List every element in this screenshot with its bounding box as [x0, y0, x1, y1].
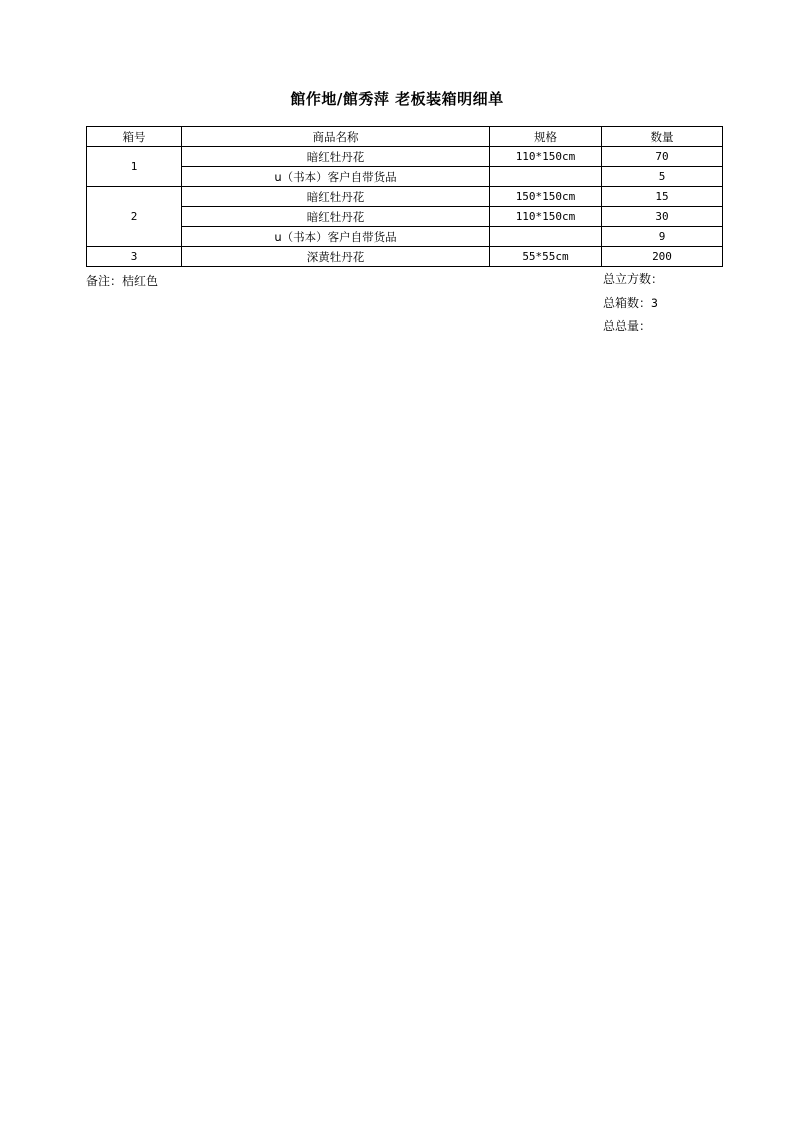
document-title: 館作地/館秀萍 老板装箱明细单	[290, 90, 504, 108]
total-weight-label: 总总量：	[603, 319, 652, 333]
quantity-cell: 15	[602, 187, 723, 207]
header-box-no: 箱号	[87, 127, 182, 147]
product-name-cell: u（书本）客户自带货品	[182, 167, 490, 187]
product-name-cell: 暗红牡丹花	[182, 187, 490, 207]
quantity-cell: 30	[602, 207, 723, 227]
remark-note: 备注：桔红色	[86, 274, 159, 288]
table-row	[87, 227, 723, 247]
summary-total-volume	[603, 270, 663, 287]
product-name-cell: 暗红牡丹花	[182, 207, 490, 227]
packing-list-table	[86, 126, 723, 267]
quantity-cell: 9	[602, 227, 723, 247]
product-name-cell: 暗红牡丹花	[182, 147, 490, 167]
header-quantity: 数量	[602, 127, 723, 147]
header-product-name: 商品名称	[182, 127, 490, 147]
spec-cell: 110*150cm	[490, 147, 602, 167]
spec-cell: 55*55cm	[490, 247, 602, 267]
table-row	[87, 207, 723, 227]
product-name-cell: 深黄牡丹花	[182, 247, 490, 267]
product-name-cell: u（书本）客户自带货品	[182, 227, 490, 247]
spec-cell	[490, 167, 602, 187]
total-volume-label: 总立方数：	[603, 272, 664, 286]
spec-cell: 150*150cm	[490, 187, 602, 207]
box-number-cell: 2	[87, 187, 182, 247]
quantity-cell: 5	[602, 167, 723, 187]
table-row	[87, 147, 723, 167]
quantity-cell: 200	[602, 247, 723, 267]
spec-cell	[490, 227, 602, 247]
total-boxes-value: 3	[651, 296, 658, 310]
spec-cell: 110*150cm	[490, 207, 602, 227]
summary-total-weight	[603, 317, 651, 334]
box-number-cell: 3	[87, 247, 182, 267]
box-number-cell: 1	[87, 147, 182, 187]
header-spec: 规格	[490, 127, 602, 147]
table-row	[87, 247, 723, 267]
total-boxes-label: 总箱数：	[603, 296, 652, 310]
table-row	[87, 187, 723, 207]
table-row	[87, 167, 723, 187]
summary-total-boxes	[603, 294, 658, 311]
table-header-row	[87, 127, 723, 147]
quantity-cell: 70	[602, 147, 723, 167]
